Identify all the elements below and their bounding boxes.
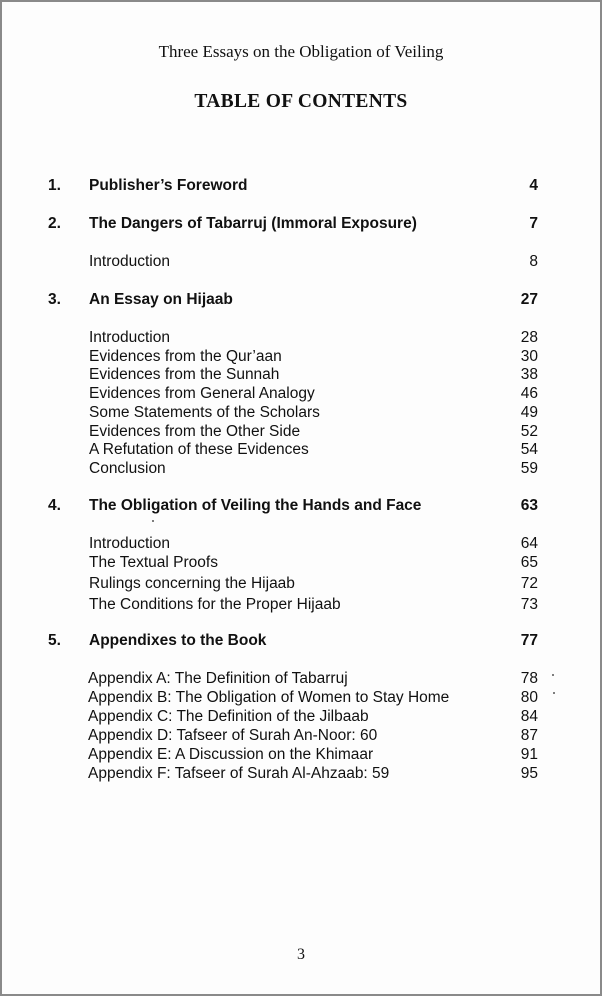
toc-section bbox=[2, 574, 600, 594]
section-page: 52 bbox=[520, 423, 538, 440]
toc-chapter bbox=[2, 214, 600, 234]
running-header: Three Essays on the Obligation of Veiling bbox=[158, 42, 444, 61]
toc-section bbox=[2, 252, 600, 272]
chapter-number: 2. bbox=[48, 215, 61, 232]
toc-section bbox=[2, 534, 600, 554]
section-title: Introduction bbox=[89, 535, 170, 552]
toc-section bbox=[2, 726, 600, 746]
section-page: 78 bbox=[520, 670, 538, 687]
section-page: 65 bbox=[520, 554, 538, 571]
toc-section bbox=[2, 595, 600, 615]
toc-chapter bbox=[2, 631, 600, 651]
section-title: Appendix E: A Discussion on the Khimaar bbox=[88, 746, 374, 763]
section-page: 73 bbox=[520, 596, 538, 613]
section-page: 84 bbox=[520, 708, 538, 725]
section-title: Appendix B: The Obligation of Women to Stay Home bbox=[88, 689, 450, 706]
section-page: 91 bbox=[520, 746, 538, 763]
section-title: Conclusion bbox=[89, 460, 166, 477]
ink-speck bbox=[553, 692, 555, 694]
chapter-page: 77 bbox=[520, 632, 538, 649]
toc-section bbox=[2, 403, 600, 423]
toc-section bbox=[2, 688, 600, 708]
chapter-page: 63 bbox=[520, 497, 538, 514]
section-page: 28 bbox=[520, 329, 538, 346]
toc-section bbox=[2, 745, 600, 765]
section-page: 38 bbox=[520, 366, 538, 383]
toc-section bbox=[2, 422, 600, 442]
section-title: The Textual Proofs bbox=[89, 554, 218, 571]
section-title: Appendix F: Tafseer of Surah Al-Ahzaab: 59 bbox=[88, 765, 390, 782]
chapter-title: The Obligation of Veiling the Hands and Face bbox=[89, 497, 422, 514]
toc-chapter bbox=[2, 176, 600, 196]
toc-section bbox=[2, 328, 600, 348]
section-title: Evidences from the Other Side bbox=[89, 423, 301, 440]
chapter-title: An Essay on Hijaab bbox=[89, 291, 233, 308]
section-page: 72 bbox=[520, 575, 538, 592]
ink-speck bbox=[552, 674, 554, 676]
section-page: 95 bbox=[520, 765, 538, 782]
section-page: 80 bbox=[520, 689, 538, 706]
page-number: 3 bbox=[297, 946, 305, 963]
section-page: 46 bbox=[520, 385, 538, 402]
chapter-number: 3. bbox=[48, 291, 61, 308]
toc-chapter bbox=[2, 496, 600, 516]
toc-chapter bbox=[2, 290, 600, 310]
section-page: 59 bbox=[520, 460, 538, 477]
section-page: 49 bbox=[520, 404, 538, 421]
toc-section bbox=[2, 440, 600, 460]
section-page: 54 bbox=[520, 441, 538, 458]
section-title: Evidences from General Analogy bbox=[89, 385, 315, 402]
chapter-title: Publisher’s Foreword bbox=[89, 177, 248, 194]
toc-section bbox=[2, 707, 600, 727]
toc-section bbox=[2, 553, 600, 573]
section-title: The Conditions for the Proper Hijaab bbox=[89, 596, 341, 613]
chapter-page: 4 bbox=[529, 177, 538, 194]
section-title: A Refutation of these Evidences bbox=[89, 441, 309, 458]
chapter-title: The Dangers of Tabarruj (Immoral Exposure) bbox=[89, 215, 417, 232]
section-title: Introduction bbox=[89, 329, 170, 346]
ink-speck bbox=[152, 520, 154, 522]
section-title: Some Statements of the Scholars bbox=[89, 404, 320, 421]
chapter-number: 4. bbox=[48, 497, 61, 514]
chapter-page: 7 bbox=[529, 215, 538, 232]
toc-section bbox=[2, 365, 600, 385]
toc-section bbox=[2, 764, 600, 784]
section-page: 30 bbox=[520, 348, 538, 365]
section-title: Evidences from the Qur’aan bbox=[89, 348, 282, 365]
section-title: Evidences from the Sunnah bbox=[89, 366, 280, 383]
section-page: 87 bbox=[520, 727, 538, 744]
toc-section bbox=[2, 459, 600, 479]
toc-section bbox=[2, 384, 600, 404]
section-title: Appendix C: The Definition of the Jilbaab bbox=[88, 708, 369, 725]
chapter-title: Appendixes to the Book bbox=[89, 632, 267, 649]
chapter-number: 1. bbox=[48, 177, 61, 194]
section-title: Appendix D: Tafseer of Surah An-Noor: 60 bbox=[88, 727, 378, 744]
section-page: 64 bbox=[520, 535, 538, 552]
toc-section bbox=[2, 669, 600, 689]
toc-section bbox=[2, 347, 600, 367]
page-title: TABLE OF CONTENTS bbox=[194, 91, 408, 112]
chapter-page: 27 bbox=[520, 291, 538, 308]
section-title: Rulings concerning the Hijaab bbox=[89, 575, 295, 592]
chapter-number: 5. bbox=[48, 632, 61, 649]
section-page: 8 bbox=[529, 253, 538, 270]
section-title: Introduction bbox=[89, 253, 170, 270]
section-title: Appendix A: The Definition of Tabarruj bbox=[88, 670, 348, 687]
